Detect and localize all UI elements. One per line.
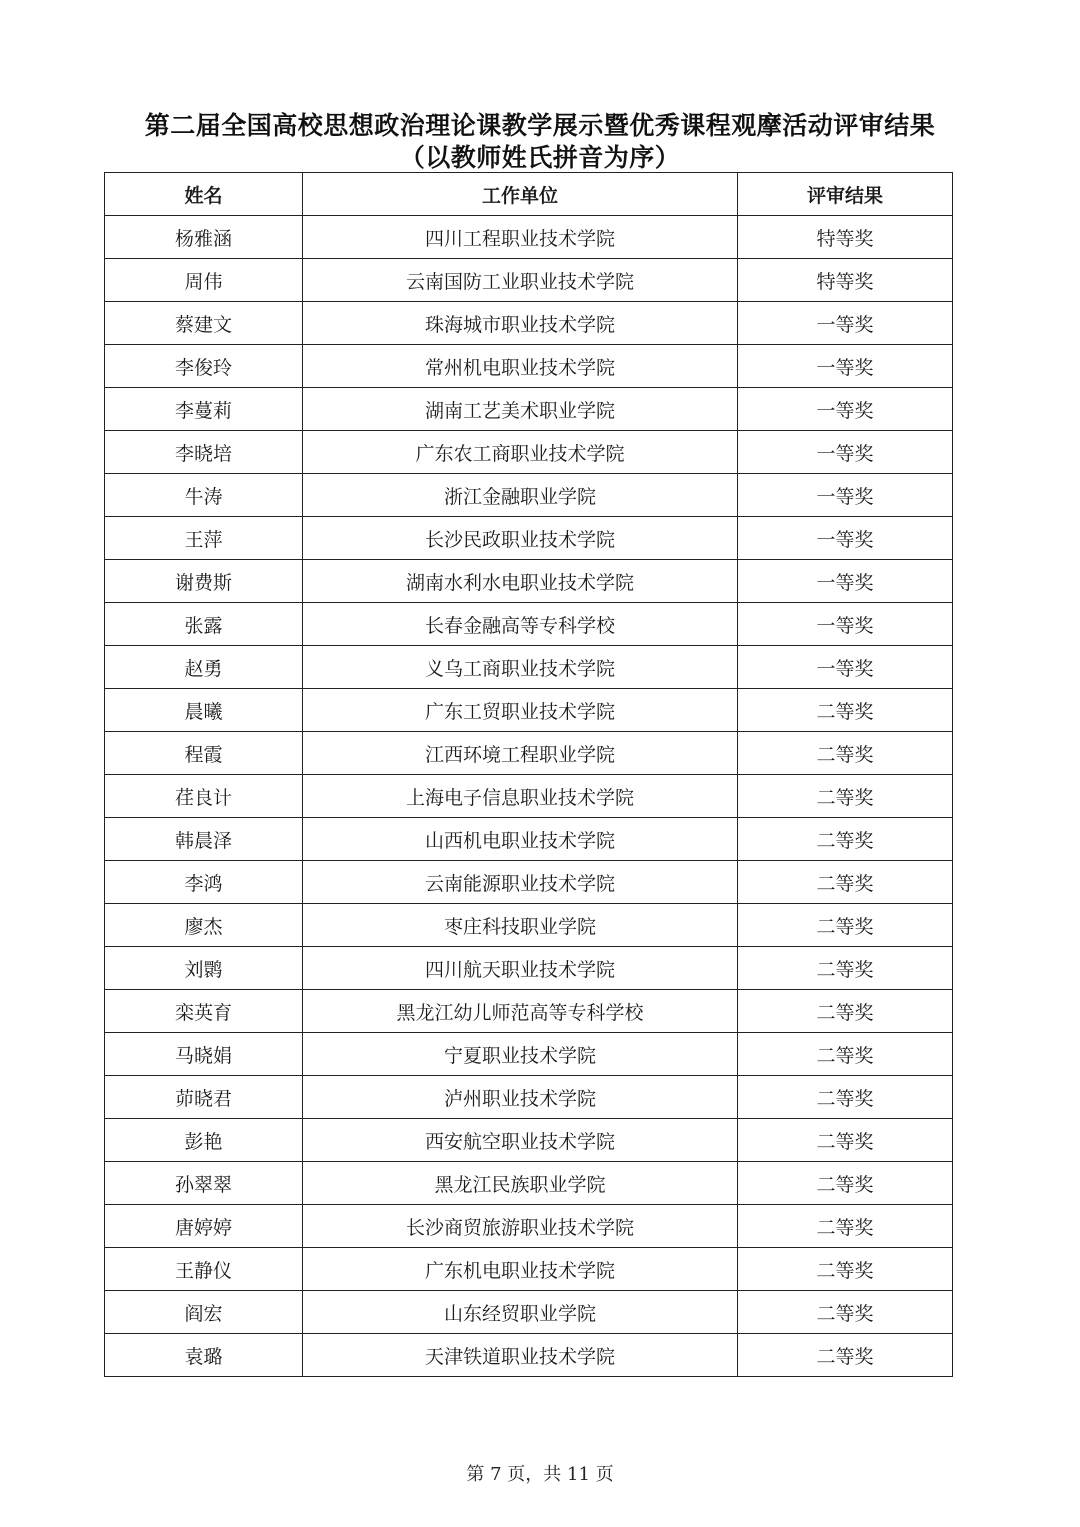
- work-unit-cell: 珠海城市职业技术学院: [303, 302, 738, 345]
- award-result-cell: 一等奖: [738, 603, 953, 646]
- teacher-name-cell: 彭艳: [105, 1119, 303, 1162]
- teacher-name-cell: 孙翠翠: [105, 1162, 303, 1205]
- award-result-cell: 一等奖: [738, 302, 953, 345]
- column-header-name: 姓名: [105, 173, 303, 216]
- award-result-cell: 一等奖: [738, 560, 953, 603]
- work-unit-cell: 泸州职业技术学院: [303, 1076, 738, 1119]
- work-unit-cell: 枣庄科技职业学院: [303, 904, 738, 947]
- work-unit-cell: 山东经贸职业学院: [303, 1291, 738, 1334]
- table-row: [105, 1119, 953, 1162]
- table-row: [105, 603, 953, 646]
- teacher-name-cell: 唐婷婷: [105, 1205, 303, 1248]
- award-result-cell: 二等奖: [738, 732, 953, 775]
- work-unit-cell: 常州机电职业技术学院: [303, 345, 738, 388]
- work-unit-cell: 天津铁道职业技术学院: [303, 1334, 738, 1377]
- table-row: [105, 1291, 953, 1334]
- award-result-cell: 一等奖: [738, 646, 953, 689]
- table-body: [105, 216, 953, 1377]
- teacher-name-cell: 王静仪: [105, 1248, 303, 1291]
- work-unit-cell: 四川工程职业技术学院: [303, 216, 738, 259]
- teacher-name-cell: 荏良计: [105, 775, 303, 818]
- work-unit-cell: 四川航天职业技术学院: [303, 947, 738, 990]
- teacher-name-cell: 杨雅涵: [105, 216, 303, 259]
- table-header-row: [105, 173, 953, 216]
- award-result-cell: 二等奖: [738, 775, 953, 818]
- teacher-name-cell: 周伟: [105, 259, 303, 302]
- teacher-name-cell: 李蔓莉: [105, 388, 303, 431]
- table-row: [105, 474, 953, 517]
- teacher-name-cell: 李晓培: [105, 431, 303, 474]
- teacher-name-cell: 李俊玲: [105, 345, 303, 388]
- teacher-name-cell: 赵勇: [105, 646, 303, 689]
- table-row: [105, 689, 953, 732]
- award-result-cell: 一等奖: [738, 474, 953, 517]
- table-row: [105, 775, 953, 818]
- results-table: [104, 172, 953, 1377]
- teacher-name-cell: 晨曦: [105, 689, 303, 732]
- teacher-name-cell: 栾英育: [105, 990, 303, 1033]
- teacher-name-cell: 牛涛: [105, 474, 303, 517]
- page-number: 第 7 页，共 11 页: [466, 1464, 614, 1485]
- teacher-name-cell: 谢费斯: [105, 560, 303, 603]
- award-result-cell: 一等奖: [738, 517, 953, 560]
- award-result-cell: 二等奖: [738, 861, 953, 904]
- table-row: [105, 1248, 953, 1291]
- table-row: [105, 818, 953, 861]
- teacher-name-cell: 马晓娟: [105, 1033, 303, 1076]
- work-unit-cell: 宁夏职业技术学院: [303, 1033, 738, 1076]
- award-result-cell: 特等奖: [738, 216, 953, 259]
- work-unit-cell: 长春金融高等专科学校: [303, 603, 738, 646]
- award-result-cell: 一等奖: [738, 388, 953, 431]
- work-unit-cell: 长沙商贸旅游职业技术学院: [303, 1205, 738, 1248]
- award-result-cell: 二等奖: [738, 818, 953, 861]
- table-row: [105, 990, 953, 1033]
- table-row: [105, 732, 953, 775]
- award-result-cell: 二等奖: [738, 1334, 953, 1377]
- table-row: [105, 216, 953, 259]
- document-subtitle: （以教师姓氏拼音为序）: [399, 143, 681, 172]
- table-row: [105, 861, 953, 904]
- award-result-cell: 二等奖: [738, 1076, 953, 1119]
- teacher-name-cell: 韩晨泽: [105, 818, 303, 861]
- table-row: [105, 259, 953, 302]
- award-result-cell: 二等奖: [738, 1205, 953, 1248]
- work-unit-cell: 黑龙江民族职业学院: [303, 1162, 738, 1205]
- award-result-cell: 二等奖: [738, 904, 953, 947]
- teacher-name-cell: 王萍: [105, 517, 303, 560]
- teacher-name-cell: 程霞: [105, 732, 303, 775]
- table-row: [105, 560, 953, 603]
- teacher-name-cell: 刘鹮: [105, 947, 303, 990]
- work-unit-cell: 广东工贸职业技术学院: [303, 689, 738, 732]
- award-result-cell: 二等奖: [738, 1162, 953, 1205]
- work-unit-cell: 黑龙江幼儿师范高等专科学校: [303, 990, 738, 1033]
- award-result-cell: 二等奖: [738, 1119, 953, 1162]
- award-result-cell: 二等奖: [738, 990, 953, 1033]
- table-row: [105, 1334, 953, 1377]
- table-row: [105, 517, 953, 560]
- work-unit-cell: 山西机电职业技术学院: [303, 818, 738, 861]
- work-unit-cell: 西安航空职业技术学院: [303, 1119, 738, 1162]
- work-unit-cell: 湖南工艺美术职业学院: [303, 388, 738, 431]
- work-unit-cell: 广东机电职业技术学院: [303, 1248, 738, 1291]
- table-row: [105, 947, 953, 990]
- work-unit-cell: 广东农工商职业技术学院: [303, 431, 738, 474]
- table-row: [105, 388, 953, 431]
- column-header-unit: 工作单位: [303, 173, 738, 216]
- work-unit-cell: 义乌工商职业技术学院: [303, 646, 738, 689]
- table-row: [105, 904, 953, 947]
- table-row: [105, 1162, 953, 1205]
- table-row: [105, 345, 953, 388]
- table-row: [105, 302, 953, 345]
- teacher-name-cell: 阎宏: [105, 1291, 303, 1334]
- table-row: [105, 1076, 953, 1119]
- award-result-cell: 二等奖: [738, 947, 953, 990]
- award-result-cell: 特等奖: [738, 259, 953, 302]
- award-result-cell: 二等奖: [738, 1291, 953, 1334]
- table-row: [105, 1033, 953, 1076]
- teacher-name-cell: 李鸿: [105, 861, 303, 904]
- teacher-name-cell: 茆晓君: [105, 1076, 303, 1119]
- table-row: [105, 431, 953, 474]
- work-unit-cell: 云南国防工业职业技术学院: [303, 259, 738, 302]
- document-title: 第二届全国高校思想政治理论课教学展示暨优秀课程观摩活动评审结果: [144, 111, 936, 140]
- work-unit-cell: 上海电子信息职业技术学院: [303, 775, 738, 818]
- table-row: [105, 646, 953, 689]
- work-unit-cell: 湖南水利水电职业技术学院: [303, 560, 738, 603]
- work-unit-cell: 江西环境工程职业学院: [303, 732, 738, 775]
- award-result-cell: 二等奖: [738, 1033, 953, 1076]
- work-unit-cell: 云南能源职业技术学院: [303, 861, 738, 904]
- teacher-name-cell: 袁璐: [105, 1334, 303, 1377]
- award-result-cell: 二等奖: [738, 1248, 953, 1291]
- teacher-name-cell: 廖杰: [105, 904, 303, 947]
- teacher-name-cell: 张露: [105, 603, 303, 646]
- award-result-cell: 二等奖: [738, 689, 953, 732]
- award-result-cell: 一等奖: [738, 431, 953, 474]
- teacher-name-cell: 蔡建文: [105, 302, 303, 345]
- column-header-result: 评审结果: [738, 173, 953, 216]
- work-unit-cell: 长沙民政职业技术学院: [303, 517, 738, 560]
- work-unit-cell: 浙江金融职业学院: [303, 474, 738, 517]
- table-row: [105, 1205, 953, 1248]
- award-result-cell: 一等奖: [738, 345, 953, 388]
